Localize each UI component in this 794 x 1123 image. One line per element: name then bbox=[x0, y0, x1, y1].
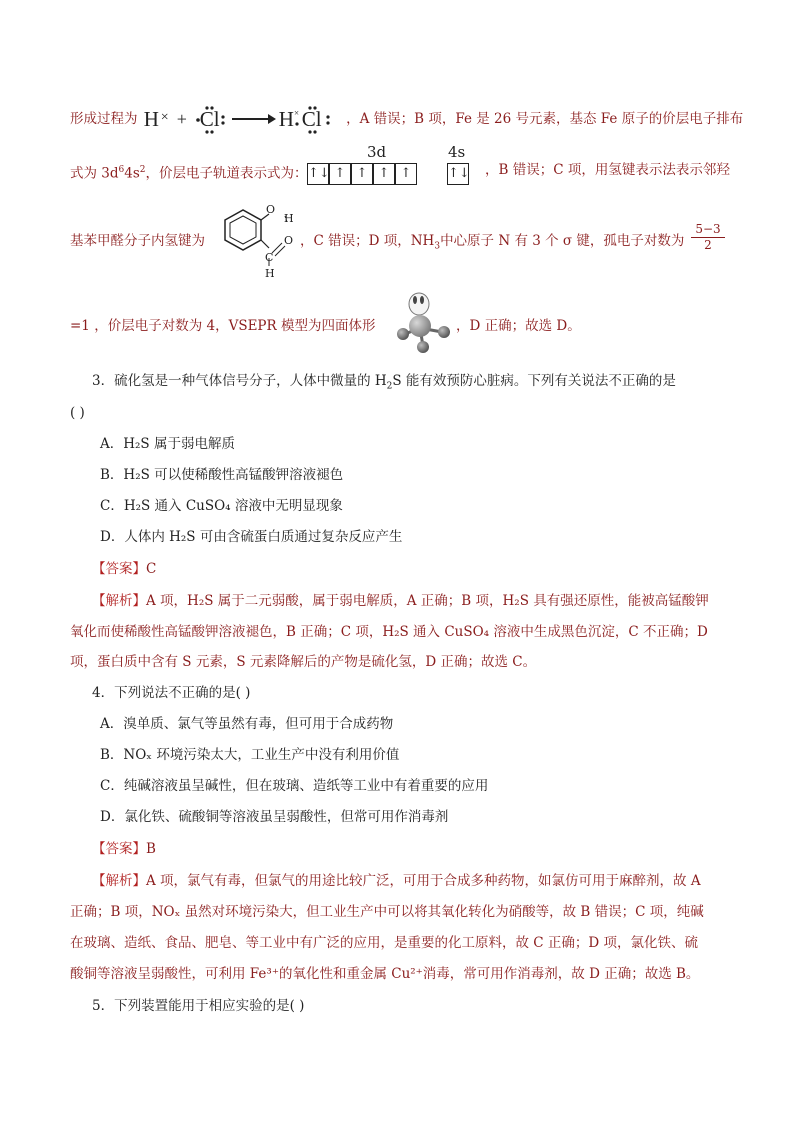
arrow-icon bbox=[232, 113, 276, 125]
mol-h2: H bbox=[265, 267, 275, 280]
orbital-diagram bbox=[307, 143, 479, 191]
analysis-tag: 【解析】 bbox=[92, 593, 146, 609]
line3-tail bbox=[300, 228, 684, 260]
q4-option-a: A．溴单质、氯气等虽然有毒，但可用于合成药物 bbox=[100, 716, 394, 732]
orbital-4s-boxes bbox=[447, 163, 469, 185]
q4-stem: 4．下列说法不正确的是( ) bbox=[92, 685, 251, 701]
text-post2: 中心原子 N 有 3 个 σ 键，孤电子对数为 bbox=[440, 233, 685, 249]
answer-value: B bbox=[146, 841, 156, 857]
eq-plus: + bbox=[176, 109, 187, 129]
frac-num: 5−3 bbox=[691, 222, 725, 238]
text-pre: 形成过程为 bbox=[70, 111, 138, 127]
orbital-box: ↑ bbox=[351, 163, 373, 185]
q4-answer bbox=[92, 836, 156, 862]
eq-x: × bbox=[160, 110, 169, 125]
line-hbond bbox=[70, 228, 205, 254]
line-vsepr bbox=[70, 313, 375, 339]
text-pre: =1 ，价层电子对数为 4，VSEPR 模型为四面体形 bbox=[70, 318, 376, 334]
q3-stem-part2: S 能有效预防心脏病。下列有关说法不正确的是 bbox=[392, 373, 676, 389]
text-post1: ，价层电子轨道表示式为： bbox=[145, 165, 308, 182]
svg-text:×: × bbox=[293, 108, 299, 118]
q3-analysis-line2: 氧化而使稀酸性高锰酸钾溶液褪色，B 正确；C 项，H₂S 通入 CuSO₄ 溶液中生成黑色沉淀，C 不正确；D bbox=[70, 624, 708, 640]
analysis-tag: 【解析】 bbox=[92, 873, 146, 889]
text-post1: ，C 错误；D 项，NH bbox=[300, 233, 435, 249]
q3-paren: ( ) bbox=[70, 405, 85, 421]
label-3d: 3d bbox=[367, 143, 387, 161]
q4-analysis-line1 bbox=[92, 868, 701, 894]
analysis-text: A 项，氯气有毒，但氯气的用途比较广泛，可用于合成多种药物，如氯仿可用于麻醉剂，故 A bbox=[146, 873, 701, 889]
line-hcl-formation bbox=[70, 104, 743, 134]
q4-analysis-line4: 酸铜等溶液呈弱酸性，可利用 Fe³⁺的氧化性和重金属 Cu²⁺消毒，常可用作消毒剂，故 D 正确；故选 B。 bbox=[70, 966, 700, 982]
orbital-3d-boxes bbox=[307, 163, 417, 185]
q4-analysis-line2: 正确；B 项，NOₓ 虽然对环境污染大，但工业生产中可以将其氧化转化为硝酸等，故 B 错误；C 项，纯碱 bbox=[70, 904, 704, 920]
mol-c: C bbox=[265, 251, 274, 264]
q3-answer bbox=[92, 556, 156, 582]
q3-analysis-line1 bbox=[92, 588, 709, 614]
mol-h1: H bbox=[284, 212, 294, 225]
eq-cl: Cl bbox=[199, 107, 220, 131]
analysis-text: A 项，H₂S 属于二元弱酸，属于弱电解质，A 正确；B 项，H₂S 具有强还原性，能被高锰酸钾 bbox=[146, 593, 709, 609]
frac-den: 2 bbox=[704, 238, 712, 252]
q4-option-c: C．纯碱溶液虽呈碱性，但在玻璃、造纸等工业中有着重要的应用 bbox=[100, 778, 489, 794]
q3-option-a: A．H₂S 属于弱电解质 bbox=[100, 436, 235, 452]
text-pre: 基苯甲醛分子内氢键为 bbox=[70, 233, 205, 249]
eq-h: H bbox=[143, 107, 159, 131]
line4-tail bbox=[456, 313, 581, 339]
line2-tail bbox=[485, 157, 730, 183]
text-pre: 式为 3d bbox=[70, 165, 119, 182]
q4-option-d: D．氯化铁、硫酸铜等溶液虽呈弱酸性，但常可用作消毒剂 bbox=[100, 809, 449, 825]
sup-2: 2 bbox=[139, 165, 146, 175]
answer-value: C bbox=[146, 561, 157, 577]
orbital-box: ↑↓ bbox=[307, 163, 329, 185]
line-orbital bbox=[70, 157, 308, 187]
orbital-box: ↑ bbox=[373, 163, 395, 185]
answer-tag: 【答案】 bbox=[92, 841, 146, 857]
eq-cl2: Cl bbox=[301, 107, 322, 131]
hcl-dot-equation bbox=[142, 104, 342, 134]
q3-stem bbox=[92, 368, 676, 400]
answer-tag: 【答案】 bbox=[92, 561, 146, 577]
q3-option-b: B．H₂S 可以使稀酸性高锰酸钾溶液褪色 bbox=[100, 467, 344, 483]
q3-option-c: C．H₂S 通入 CuSO₄ 溶液中无明显现象 bbox=[100, 498, 343, 514]
q3-stem-sub: 2 bbox=[386, 381, 393, 392]
text-post2: ，B 错误；C 项，用氢键表示法表示邻羟 bbox=[485, 162, 730, 178]
q4-option-b: B．NOₓ 环境污染太大，工业生产中没有利用价值 bbox=[100, 747, 400, 763]
sup-6: 6 bbox=[118, 165, 125, 175]
mol-o1: O bbox=[266, 203, 276, 216]
text-post: ，A 错误；B 项，Fe 是 26 号元素，基态 Fe 原子的价层电子排布 bbox=[346, 111, 744, 127]
tetrahedral-model bbox=[395, 290, 455, 354]
q3-stem-part1: 3．硫化氢是一种气体信号分子，人体中微量的 H bbox=[92, 373, 387, 389]
q3-analysis-line3: 项，蛋白质中含有 S 元素，S 元素降解后的产物是硫化氢，D 正确；故选 C。 bbox=[70, 654, 537, 670]
sub-3: 3 bbox=[434, 241, 441, 252]
label-4s: 4s bbox=[448, 143, 466, 161]
text-post: ，D 正确；故选 D。 bbox=[456, 318, 581, 334]
mol-o2: O bbox=[284, 234, 294, 247]
eq-h2: H bbox=[278, 107, 294, 131]
q4-analysis-line3: 在玻璃、造纸、食品、肥皂、等工业中有广泛的应用，是重要的化工原料，故 C 正确；D 项，氯化铁、硫 bbox=[70, 935, 699, 951]
text-4s: 4s bbox=[124, 165, 140, 182]
q3-option-d: D．人体内 H₂S 可由含硫蛋白质通过复杂反应产生 bbox=[100, 529, 403, 545]
q5-stem: 5．下列装置能用于相应实验的是( ) bbox=[92, 998, 305, 1014]
orbital-box: ↑ bbox=[329, 163, 351, 185]
fraction bbox=[691, 222, 725, 253]
orbital-box: ↑↓ bbox=[447, 163, 469, 185]
orbital-box: ↑ bbox=[395, 163, 417, 185]
